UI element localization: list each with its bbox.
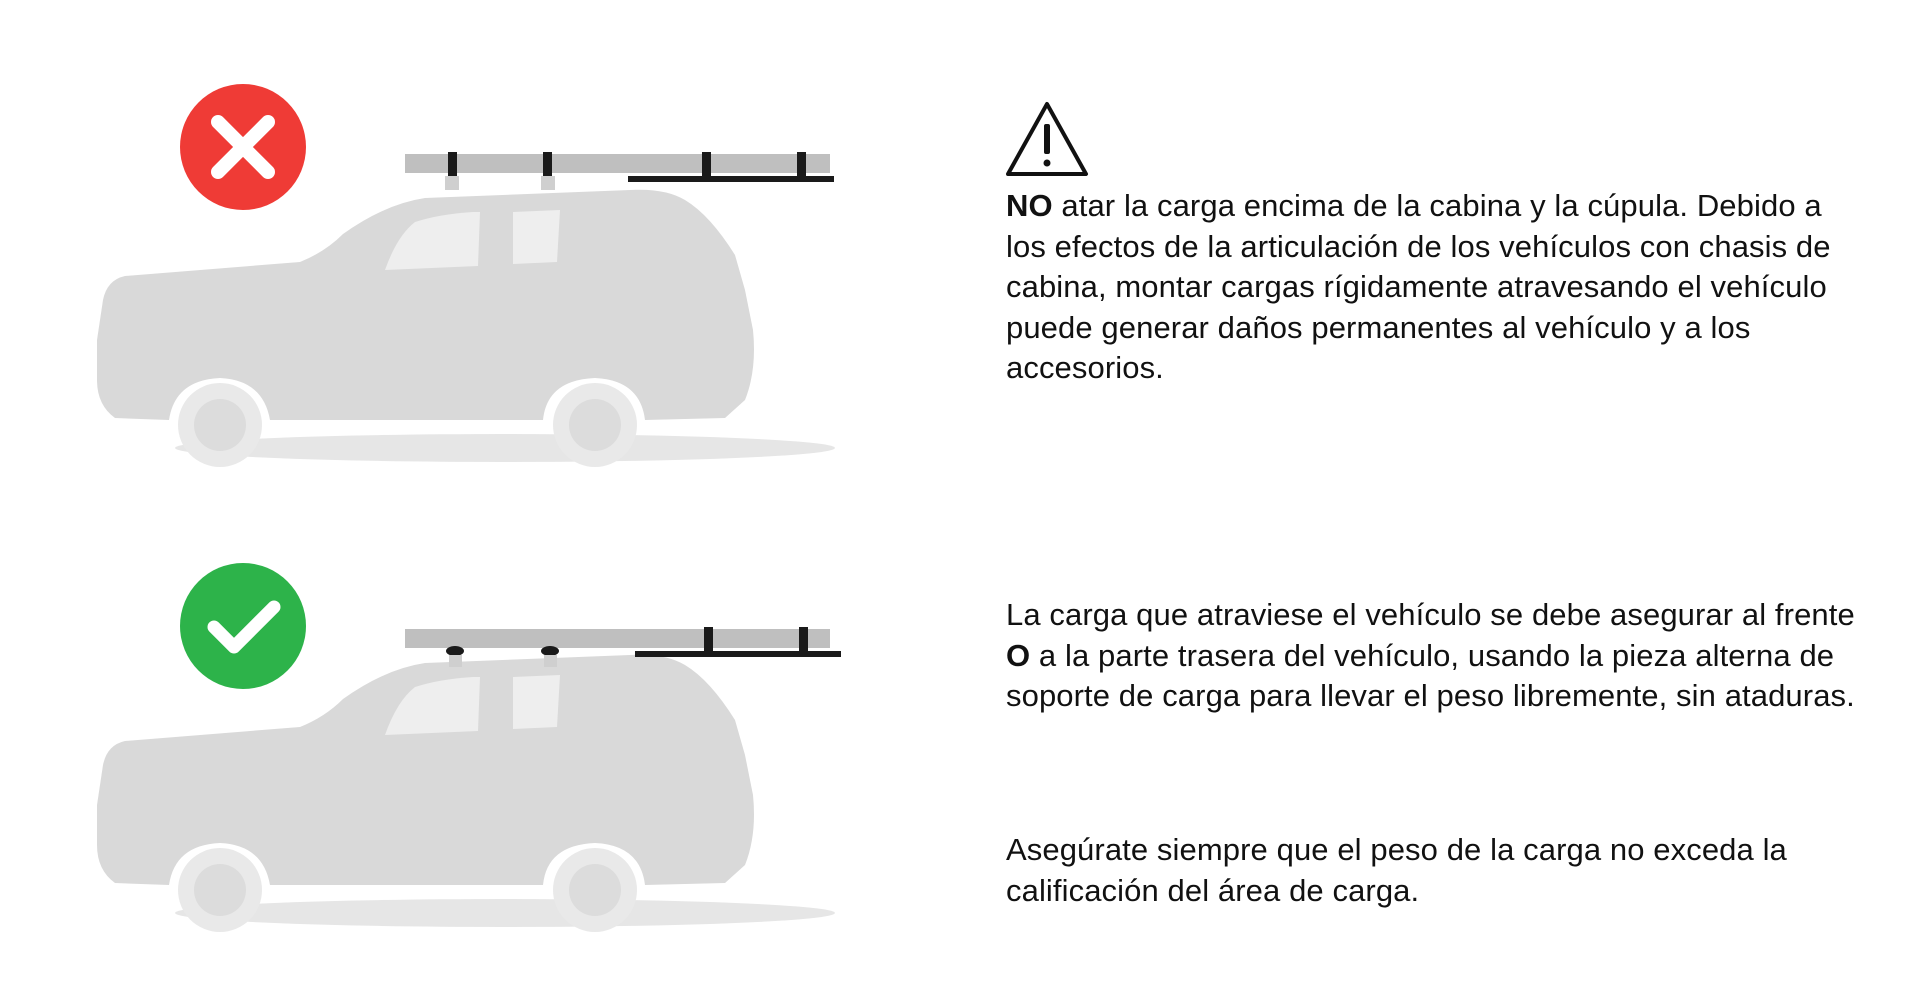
truck-silhouette bbox=[97, 655, 835, 932]
truck-window-rear bbox=[513, 210, 560, 264]
tie-down-mount bbox=[448, 152, 457, 176]
x-icon bbox=[180, 84, 306, 210]
cargo-rack-rigid bbox=[405, 152, 834, 190]
rack-upright bbox=[704, 627, 713, 653]
truck-window-rear bbox=[513, 675, 560, 729]
rack-upright bbox=[702, 152, 711, 178]
incorrect-instruction bbox=[1006, 186, 1866, 389]
truck-silhouette bbox=[97, 190, 835, 467]
bed-rack-rail bbox=[635, 651, 841, 657]
front-wheel-hub bbox=[194, 399, 246, 451]
roller-support bbox=[446, 646, 464, 656]
truck-with-rigid-load-illustration bbox=[85, 0, 925, 500]
rack-upright bbox=[797, 152, 806, 178]
load-bar bbox=[405, 154, 830, 173]
checkmark-icon bbox=[180, 563, 306, 689]
roller-support bbox=[541, 646, 559, 656]
weight-rating-note bbox=[1006, 830, 1866, 911]
roof-foot bbox=[544, 655, 557, 667]
roof-foot bbox=[445, 176, 459, 190]
incorrect-instruction-text bbox=[1006, 186, 1866, 389]
o-emphasis: O bbox=[1006, 637, 1031, 673]
front-wheel-hub bbox=[194, 864, 246, 916]
roof-foot bbox=[449, 655, 462, 667]
correct-example-panel bbox=[0, 500, 1920, 1000]
correct-instruction bbox=[1006, 595, 1866, 717]
warning-triangle-icon bbox=[1004, 100, 1090, 178]
ground-shadow bbox=[175, 434, 835, 462]
load-bar bbox=[405, 629, 830, 648]
rack-upright bbox=[799, 627, 808, 653]
weight-rating-note-text: Asegúrate siempre que el peso de la carga no exceda la calificación del área de carga. bbox=[1006, 832, 1787, 908]
ground-shadow bbox=[175, 899, 835, 927]
rear-wheel-hub bbox=[569, 399, 621, 451]
roof-foot bbox=[541, 176, 555, 190]
no-emphasis: NO bbox=[1006, 188, 1053, 223]
correct-instruction-text bbox=[1006, 595, 1866, 717]
rear-wheel-hub bbox=[569, 864, 621, 916]
tie-down-mount bbox=[543, 152, 552, 176]
correct-instruction-part1: La carga que atraviese el vehículo se debe asegurar al frente bbox=[1006, 597, 1855, 632]
incorrect-instruction-body: atar la carga encima de la cabina y la cúpula. Debido a los efectos de la articulación de los vehículos con chasis de cabina, montar cargas rígidamente atravesando el vehículo puede generar daños permanentes al vehículo y a los accesorios. bbox=[1006, 188, 1831, 385]
correct-instruction-part2: a la parte trasera del vehículo, usando la pieza alterna de soporte de carga para llevar el peso libremente, sin ataduras. bbox=[1006, 637, 1855, 713]
